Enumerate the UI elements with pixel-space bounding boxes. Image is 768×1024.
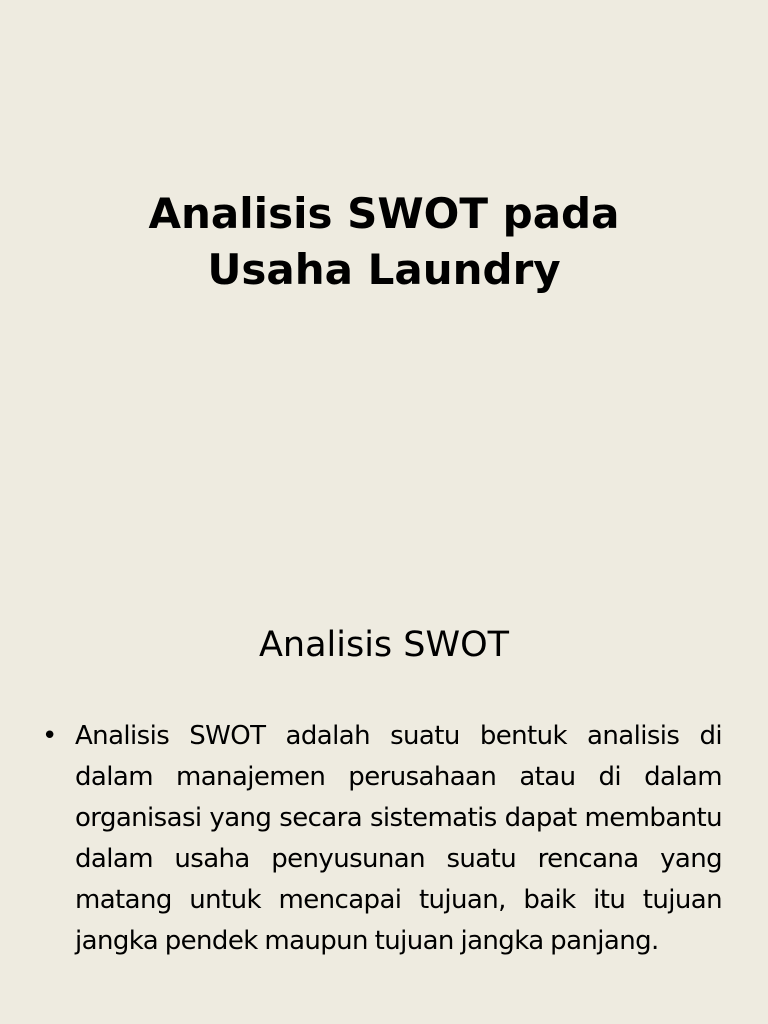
title-line-1: Analisis SWOT pada bbox=[148, 189, 620, 238]
section-title: Analisis SWOT bbox=[258, 625, 510, 665]
bullet-text: Analisis SWOT adalah suatu bentuk analisis di dalam manajemen perusahaan atau di dalam organisasi yang secara sistematis dapat membantu dalam usaha penyusunan suatu rencana yang matang untuk mencapai tujuan, baik itu tujuan jangka pendek maupun tujuan jangka panjang. bbox=[75, 721, 722, 956]
title-line-2: Usaha Laundry bbox=[207, 245, 561, 294]
bullet-item bbox=[40, 716, 722, 962]
slide-title bbox=[60, 186, 708, 298]
content-slide bbox=[0, 560, 768, 1024]
bullet-list bbox=[40, 716, 722, 962]
bullet-icon: • bbox=[42, 721, 57, 751]
